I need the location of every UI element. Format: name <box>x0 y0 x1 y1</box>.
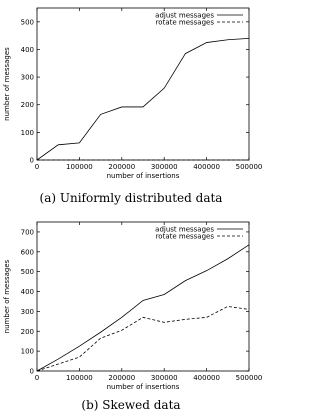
chart-a-x-axis-title: number of insertions <box>106 172 180 180</box>
chart-b-x-axis-title: number of insertions <box>106 383 180 391</box>
chart-b-y-axis-title: number of messages <box>3 259 11 334</box>
chart-b-plot-frame <box>37 222 249 371</box>
chart-b-caption: (b) Skewed data <box>81 398 181 412</box>
chart-a-x-tick-label: 400000 <box>193 163 220 171</box>
chart-a-legend-label: adjust messages <box>155 11 214 20</box>
chart-a-y-tick-label: 200 <box>20 101 34 110</box>
chart-b-x-tick-label: 300000 <box>150 374 178 382</box>
chart-b-series-adjust-messages <box>37 245 249 371</box>
chart-b-x-tick-label: 500000 <box>235 374 263 382</box>
chart-b-x-tick-label: 400000 <box>193 374 220 382</box>
chart-a-x-tick-label: 0 <box>34 163 40 171</box>
chart-b-y-tick-label: 700 <box>20 228 34 237</box>
chart-b-y-tick-label: 600 <box>20 248 34 257</box>
chart-a-y-tick-label: 0 <box>29 156 34 165</box>
chart-b-x-tick-label: 100000 <box>66 374 93 382</box>
chart-a-series-adjust-messages <box>37 38 249 160</box>
chart-b-series-rotate-messages <box>37 306 249 371</box>
chart-b-y-tick-label: 500 <box>20 268 34 277</box>
chart-b-x-tick-label: 0 <box>34 374 40 382</box>
chart-a-legend-label: rotate messages <box>155 18 214 27</box>
chart-a-y-tick-label: 100 <box>20 128 34 137</box>
chart-a-x-tick-label: 500000 <box>235 163 263 171</box>
chart-b-y-tick-label: 300 <box>20 307 34 316</box>
chart-a-plot-frame <box>37 8 249 160</box>
chart-a-x-tick-label: 300000 <box>150 163 178 171</box>
chart-a-y-tick-label: 500 <box>20 18 34 27</box>
chart-a-x-tick-label: 100000 <box>66 163 93 171</box>
chart-a-y-tick-label: 400 <box>20 45 34 54</box>
chart-a-x-tick-label: 200000 <box>108 163 136 171</box>
chart-b-x-tick-label: 200000 <box>108 374 136 382</box>
chart-b-legend-label: adjust messages <box>155 225 214 234</box>
chart-b-legend-label: rotate messages <box>155 232 214 241</box>
chart-b-y-tick-label: 400 <box>20 288 34 297</box>
chart-a-y-tick-label: 300 <box>20 73 34 82</box>
chart-b-y-tick-label: 200 <box>20 327 34 336</box>
chart-b-y-tick-label: 0 <box>29 367 34 376</box>
chart-b-y-tick-label: 100 <box>20 347 34 356</box>
chart-a-caption: (a) Uniformly distributed data <box>39 191 223 205</box>
chart-a-y-axis-title: number of messages <box>3 47 11 121</box>
